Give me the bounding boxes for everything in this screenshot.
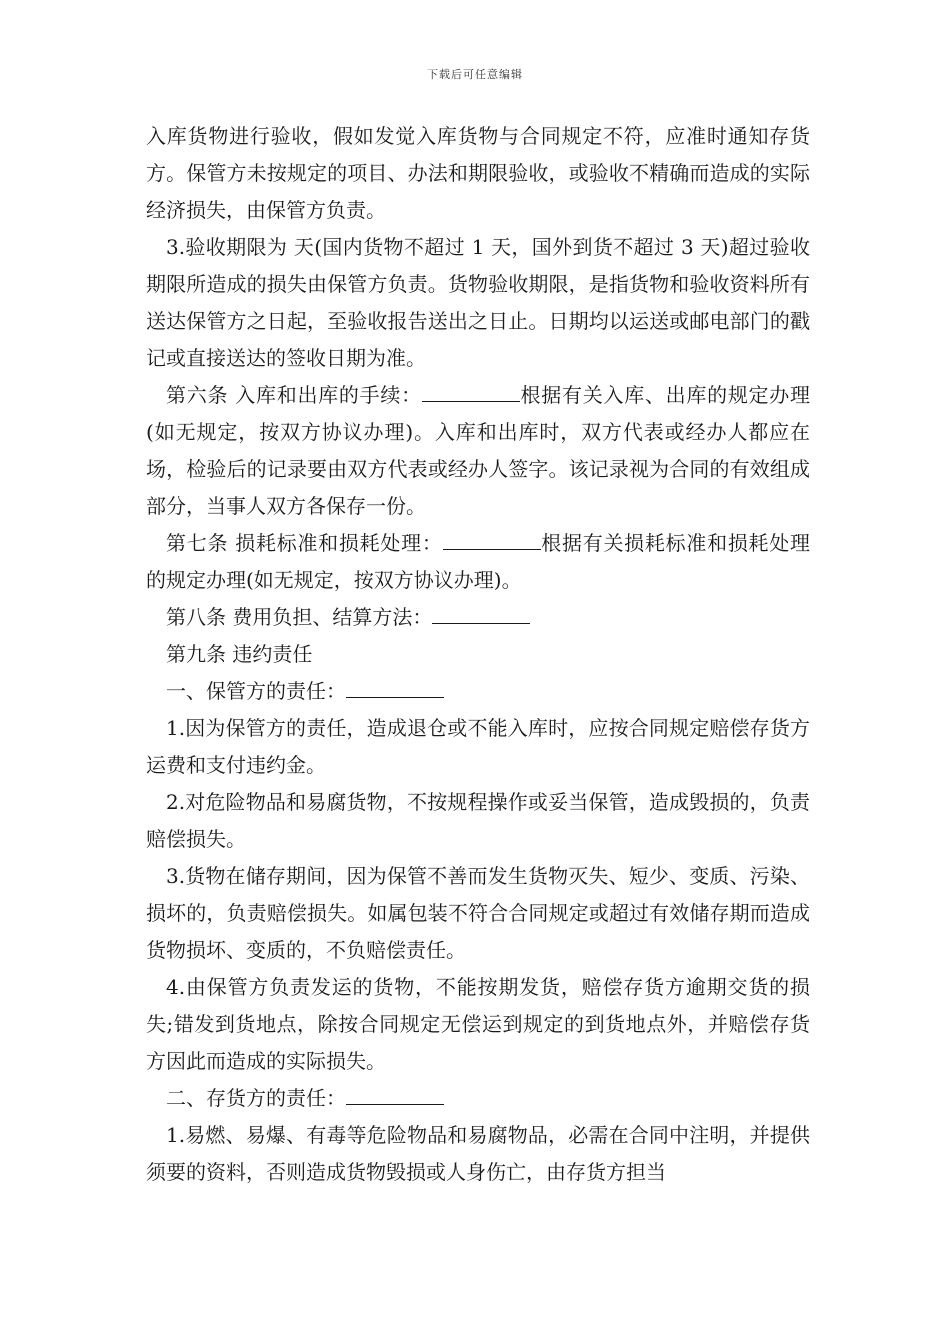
- paragraph-text: 第九条 违约责任: [166, 642, 313, 666]
- paragraph-text: 3.验收期限为 天(国内货物不超过 1 天，国外到货不超过 3 天)超过验收期限所造成的损失由保管方负责。货物验收期限，是指货物和验收资料所有送达保管方之日起，至验收报告送出之日止。日期均以运送或邮电部门的戳记或直接送达的签收日期为准。: [146, 235, 810, 370]
- paragraph-text: 根据有关损耗标准和损耗处理的规定办理(如无规定，按双方协议办理)。: [146, 531, 811, 592]
- paragraph: [146, 1080, 810, 1117]
- paragraph: [146, 229, 810, 377]
- section-heading: [146, 636, 810, 673]
- paragraph-text: 二、存货方的责任：: [166, 1086, 346, 1110]
- fill-in-blank[interactable]: [346, 1086, 444, 1105]
- paragraph-text: 2.对危险物品和易腐货物，不按规程操作或妥当保管，造成毁损的，负责赔偿损失。: [146, 790, 810, 851]
- page-header: 下载后可任意编辑: [427, 68, 523, 81]
- paragraph-text: 第六条 入库和出库的手续：: [166, 383, 422, 407]
- paragraph-text: 一、保管方的责任：: [166, 679, 346, 703]
- paragraph-text: 1.因为保管方的责任，造成退仓或不能入库时，应按合同规定赔偿存货方运费和支付违约金。: [146, 716, 810, 777]
- paragraph-text: 根据有关入库、出库的规定办理(如无规定，按双方协议办理)。入库和出库时，双方代表或经办人都应在场，检验后的记录要由双方代表或经办人签字。该记录视为合同的有效组成部分，当事人双方各保存一份。: [146, 383, 811, 518]
- paragraph-text: 4.由保管方负责发运的货物，不能按期发货，赔偿存货方逾期交货的损失;错发到货地点，除按合同规定无偿运到规定的到货地点外，并赔偿存货方因此而造成的实际损失。: [146, 975, 810, 1073]
- paragraph: [146, 118, 810, 229]
- paragraph-text: 第七条 损耗标准和损耗处理：: [166, 531, 443, 555]
- paragraph-text: 3.货物在储存期间，因为保管不善而发生货物灭失、短少、变质、污染、损坏的，负责赔偿损失。如属包装不符合合同规定或超过有效储存期而造成货物损坏、变质的，不负赔偿责任。: [146, 864, 810, 962]
- fill-in-blank[interactable]: [422, 383, 520, 402]
- paragraph: [146, 784, 810, 858]
- paragraph: [146, 599, 810, 636]
- paragraph: [146, 1117, 810, 1191]
- paragraph-text: 入库货物进行验收，假如发觉入库货物与合同规定不符，应准时通知存货方。保管方未按规定的项目、办法和期限验收，或验收不精确而造成的实际经济损失，由保管方负责。: [146, 124, 810, 222]
- paragraph-text: 第八条 费用负担、结算方法：: [166, 605, 433, 629]
- paragraph: [146, 525, 810, 599]
- document-body: [146, 118, 810, 1191]
- paragraph: [146, 377, 810, 525]
- paragraph: [146, 858, 810, 969]
- fill-in-blank[interactable]: [443, 531, 541, 550]
- paragraph: [146, 673, 810, 710]
- fill-in-blank[interactable]: [432, 605, 530, 624]
- paragraph: [146, 710, 810, 784]
- paragraph-text: 1.易燃、易爆、有毒等危险物品和易腐物品，必需在合同中注明，并提供须要的资料，否则造成货物毁损或人身伤亡，由存货方担当: [146, 1123, 810, 1184]
- paragraph: [146, 969, 810, 1080]
- fill-in-blank[interactable]: [346, 679, 444, 698]
